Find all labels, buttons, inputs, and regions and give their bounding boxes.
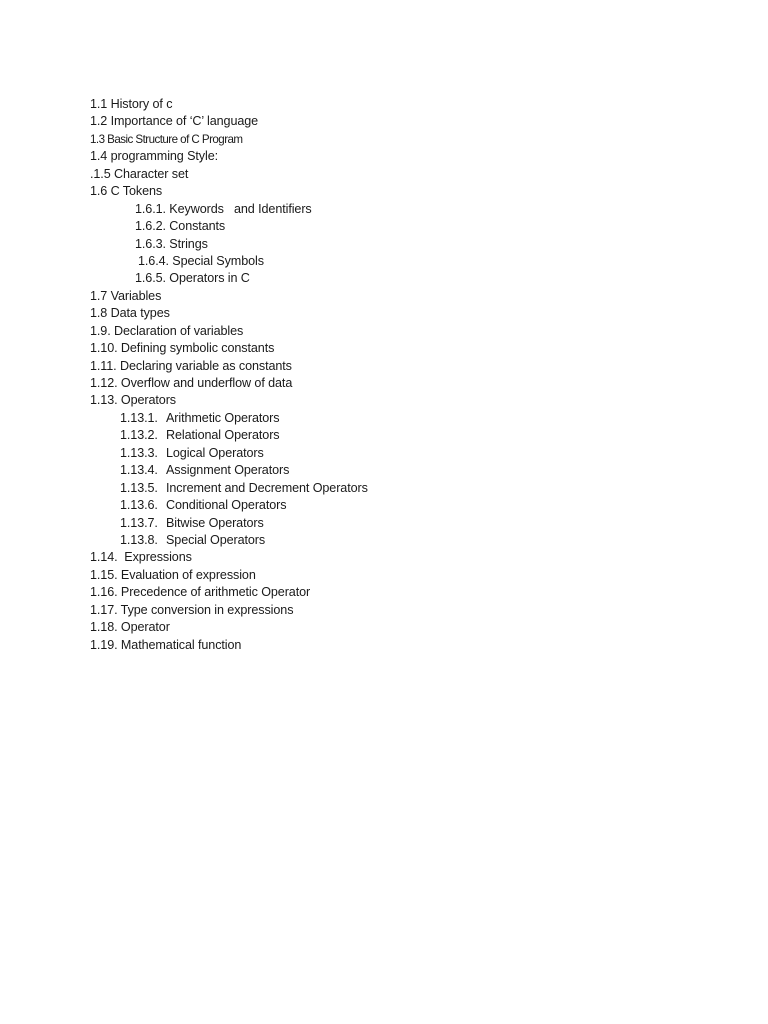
toc-item-number: 1.13.3. <box>120 445 158 460</box>
toc-item-1-9: 1.9. Declaration of variables <box>90 323 244 338</box>
toc-item-1-17: 1.17. Type conversion in expressions <box>90 602 294 617</box>
toc-item-1-18: 1.18. Operator <box>90 620 170 635</box>
toc-item-1-13-8 <box>90 532 368 549</box>
toc-item-1-13-6 <box>90 497 368 514</box>
toc-item-1-6-4: 1.6.4. Special Symbols <box>138 253 264 268</box>
toc-item-number: 1.13.7. <box>120 515 158 530</box>
toc-item-label: Increment and Decrement Operators <box>166 480 368 495</box>
toc-item-1-8: 1.8 Data types <box>90 306 170 321</box>
toc-item-1-2: 1.2 Importance of ‘C’ language <box>90 114 259 129</box>
toc-item-1-11: 1.11. Declaring variable as constants <box>90 358 292 373</box>
toc-item-1-7: 1.7 Variables <box>90 288 162 303</box>
toc-item-1-5: .1.5 Character set <box>90 166 189 181</box>
toc-item-1-15: 1.15. Evaluation of expression <box>90 567 256 582</box>
toc-item-1-13: 1.13. Operators <box>90 393 177 408</box>
toc-item-1-12: 1.12. Overflow and underflow of data <box>90 376 293 390</box>
toc-item-label: Bitwise Operators <box>166 515 264 530</box>
toc-item-1-1: 1.1 History of c <box>90 97 173 111</box>
toc-item-number: 1.13.5. <box>120 480 158 495</box>
toc-item-label: Special Operators <box>166 532 266 547</box>
toc-item-1-19: 1.19. Mathematical function <box>90 637 242 652</box>
toc-item-1-3: 1.3 Basic Structure of C Program <box>90 132 243 146</box>
toc-item-1-6-1: 1.6.1. Keywords and Identifiers <box>135 201 312 216</box>
toc-item-1-13-1 <box>90 410 368 427</box>
toc-item-1-13-2 <box>90 427 368 444</box>
toc-item-label: Relational Operators <box>166 428 280 443</box>
toc-item-number: 1.13.8. <box>120 532 158 547</box>
toc-item-label: Conditional Operators <box>166 498 287 513</box>
toc-item-1-6: 1.6 C Tokens <box>90 184 163 199</box>
toc-item-1-13-5 <box>90 480 368 497</box>
toc-item-number: 1.13.6. <box>120 498 158 513</box>
toc-item-1-16: 1.16. Precedence of arithmetic Operator <box>90 585 311 600</box>
toc-item-number: 1.13.2. <box>120 428 158 443</box>
toc-item-1-6-5: 1.6.5. Operators in C <box>135 271 250 286</box>
toc-item-1-13-4 <box>90 462 368 479</box>
toc-item-label: Arithmetic Operators <box>166 410 280 425</box>
toc-item-1-10: 1.10. Defining symbolic constants <box>90 341 275 356</box>
toc-item-number: 1.13.4. <box>120 463 158 478</box>
toc-item-1-14: 1.14. Expressions <box>90 550 192 565</box>
toc-item-1-6-2: 1.6.2. Constants <box>135 219 226 234</box>
toc-item-label: Assignment Operators <box>166 463 290 478</box>
toc-item-1-13-3 <box>90 445 368 462</box>
toc-item-number: 1.13.1. <box>120 410 158 425</box>
table-of-contents <box>90 96 368 654</box>
toc-item-1-4: 1.4 programming Style: <box>90 149 218 164</box>
toc-item-label: Logical Operators <box>166 445 264 460</box>
toc-item-1-6-3: 1.6.3. Strings <box>135 236 208 251</box>
toc-item-1-13-7 <box>90 515 368 532</box>
